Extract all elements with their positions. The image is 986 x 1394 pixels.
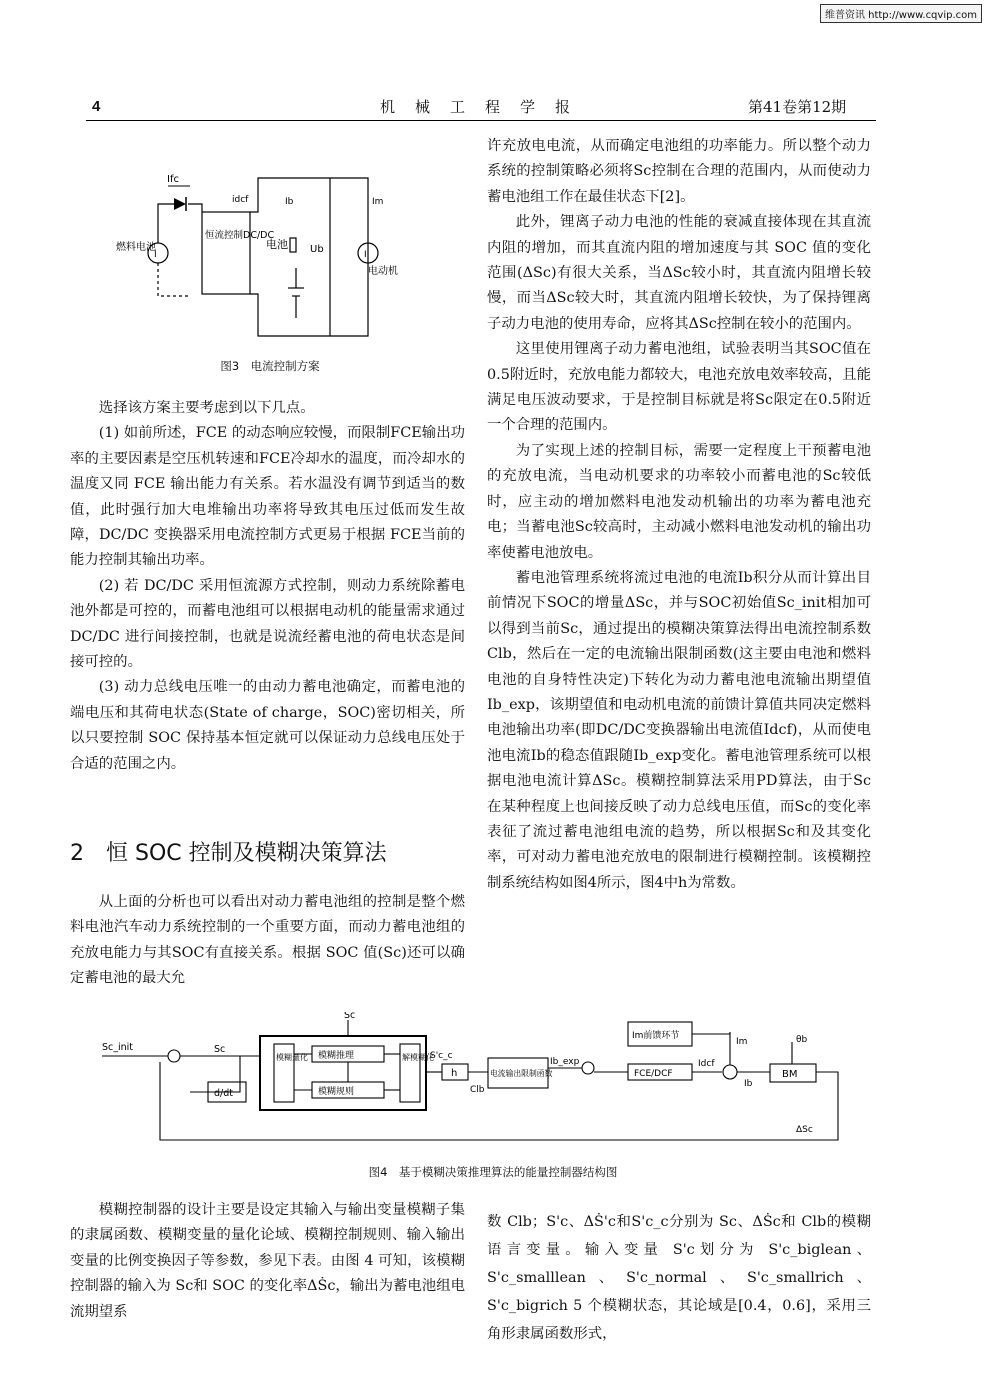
figure3-caption: 图3 电流控制方案 bbox=[220, 359, 320, 373]
label-clb: Clb bbox=[470, 1085, 485, 1095]
journal-title: 机械工程学报 bbox=[380, 98, 591, 116]
paragraph: 选择该方案主要考虑到以下几点。 bbox=[98, 400, 315, 416]
bottom-left-column bbox=[70, 1198, 465, 1325]
label-idcf: Idcf bbox=[698, 1059, 715, 1069]
paragraph: 这里使用锂离子动力蓄电池组，试验表明当其SOC值在0.5附近时，充放电能力都较大，电池充放电效率较高，且能满足电压波动要求，于是控制目标就是将Sc限定在0.5附近一个合理的范围内。 bbox=[487, 341, 871, 434]
paragraph: (1) 如前所述，FCE 的动态响应较慢，而限制FCE输出功率的主要因素是空压机转速和FCE冷却水的温度，而冷却水的温度又同 FCE 输出能力有关系。若水温没有调节到适当的数值，此时强行加大电堆输出功率将导致其电压过低而发生故障，DC/DC 变换器采用电流控制方式更易于根据 FCE当前的能力控制其输出功率。 bbox=[70, 425, 465, 569]
label-battery: 电池 bbox=[266, 238, 288, 251]
label-delta-sc: ΔSc bbox=[796, 1125, 813, 1135]
figure4-block-diagram bbox=[90, 1012, 900, 1152]
label-ifc: Ifc bbox=[167, 174, 179, 185]
label-defuzz: 解模糊化 bbox=[402, 1053, 434, 1062]
label-im: Im bbox=[736, 1037, 748, 1047]
label-im: Im bbox=[372, 197, 384, 207]
label-ddt: d/dt bbox=[214, 1088, 233, 1099]
paragraph: 模糊控制器的设计主要是设定其输入与输出变量模糊子集的隶属函数、模糊变量的量化论域、模糊控制规则、输入输出变量的比例变换因子等参数，参见下表。由图 4 可知，该模糊控制器的输入为 Sc和 SOC 的变化率ΔṠc，输出为蓄电池组电流期望系 bbox=[70, 1202, 465, 1320]
paragraph: 从上面的分析也可以看出对动力蓄电池组的控制是整个燃料电池汽车动力系统控制的一个重要方面，而动力蓄电池组的充放电能力与其SOC有直接关系。根据 SOC 值(Sc)还可以确定蓄电池的最大允 bbox=[70, 894, 465, 987]
fc-source-symbol: I bbox=[154, 250, 157, 260]
motor-source-symbol: I bbox=[364, 250, 367, 260]
label-theta: θb bbox=[796, 1035, 808, 1045]
section-heading: 2 恒 SOC 控制及模糊决策算法 bbox=[70, 841, 387, 866]
label-ib: Ib bbox=[744, 1079, 753, 1089]
label-sc-top: Sc bbox=[344, 1012, 356, 1021]
label-sc-prime: S'c_c bbox=[430, 1051, 453, 1061]
figure4-caption: 图4 基于模糊决策推理算法的能量控制器结构图 bbox=[368, 1165, 618, 1179]
paragraph: 数 Clb；S'c、ΔṠ'c和S'c_c分别为 Sc、ΔṠc和 Clb的模糊语言变量。输入变量 S'c划分为 S'c_biglean、S'c_smalllean、S'c_normal、S'c_smallrich、S'c_bigrich 5 个模糊状态，其论域是[0.4，0.6]，采用三角形隶属函数形式， bbox=[487, 1214, 871, 1342]
label-limit: 电流输出限制函数 bbox=[490, 1069, 553, 1078]
label-dcdc: 恒流控制DC/DC bbox=[205, 230, 275, 241]
volume-issue: 第41卷第12期 bbox=[748, 98, 847, 116]
right-column bbox=[487, 134, 871, 896]
label-h: h bbox=[451, 1068, 458, 1079]
label-sc-mid: Sc bbox=[214, 1044, 226, 1055]
label-rules: 模糊规则 bbox=[318, 1087, 355, 1097]
paragraph: 蓄电池管理系统将流过电池的电流Ib积分从而计算出目前情况下SOC的增量ΔSc，并与SOC初始值Sc_init相加可以得到当前Sc，通过提出的模糊决策算法得出电流控制系数Clb，然后在一定的电流输出限制函数(这主要由电池和燃料电池的自身特性决定)下转化为动力蓄电池电流输出期望值Ib_exp，该期望值和电动机电流的前馈计算值共同决定燃料电池输出功率(即DC/DC变换器输出电流值Idcf)，从而使电池电流Ib的稳态值跟随Ib_exp变化。蓄电池管理系统可以根据电池电流计算ΔSc。模糊控制算法采用PD算法，由于Sc在某种程度上也间接反映了动力总线电压值，而Sc的变化率表征了流过蓄电池组电流的趋势，所以根据Sc和及其变化率，可对动力蓄电池充放电的限制进行模糊控制。该模糊控制系统结构如图4所示，图4中h为常数。 bbox=[487, 569, 871, 891]
label-infer: 模糊推理 bbox=[318, 1051, 355, 1061]
header-rule bbox=[86, 120, 876, 121]
paragraph: 此外，锂离子动力电池的性能的衰减直接体现在其直流内阻的增加，而其直流内阻的增加速度与其 SOC 值的变化范围(ΔSc)有很大关系，当ΔSc较小时，其直流内阻增长较慢，而当ΔSc较大时，其直流内阻增长较快，为了保持锂离子动力电池的使用寿命，应将其ΔSc控制在较小的范围内。 bbox=[487, 214, 871, 332]
paragraph: (3) 动力总线电压唯一的由动力蓄电池确定，而蓄电池的端电压和其荷电状态(State of charge，SOC)密切相关，所以只要控制 SOC 保持基本恒定就可以保证动力总线电压处于合适的范围之内。 bbox=[70, 679, 465, 772]
label-fuzzify: 模糊量化 bbox=[276, 1053, 308, 1062]
page-number: 4 bbox=[92, 98, 101, 115]
label-ub: Ub bbox=[310, 244, 324, 255]
fuzzy-controller-frame bbox=[260, 1036, 426, 1110]
label-sc-init: Sc_init bbox=[102, 1042, 134, 1053]
label-ib: Ib bbox=[285, 197, 294, 207]
paragraph: 许充放电电流，从而确定电池组的功率能力。所以整个动力系统的控制策略必须将Sc控制在合理的范围内，从而使动力蓄电池组工作在最佳状态下[2]。 bbox=[487, 138, 871, 205]
label-motor: 电动机 bbox=[368, 266, 398, 277]
label-fce: FCE/DCF bbox=[634, 1069, 673, 1079]
watermark: 维普资讯 http://www.cqvip.com bbox=[820, 4, 982, 23]
label-bm: BM bbox=[782, 1069, 798, 1080]
figure3-circuit bbox=[110, 168, 440, 348]
left-column-bottom bbox=[70, 890, 465, 992]
paragraph: 为了实现上述的控制目标，需要一定程度上干预蓄电池的充放电流，当电动机要求的功率较小而蓄电池的Sc较低时，应主动的增加燃料电池发动机输出的功率为蓄电池充电；当蓄电池Sc较高时，主动减小燃料电池发动机的输出功率使蓄电池放电。 bbox=[487, 442, 871, 561]
bottom-right-column bbox=[487, 1208, 871, 1348]
label-fuel-cell: 燃料电池 bbox=[116, 242, 156, 253]
label-idcf: idcf bbox=[232, 195, 249, 205]
left-column-top bbox=[70, 396, 465, 777]
label-ib-exp: Ib_exp bbox=[550, 1057, 580, 1067]
diode-icon bbox=[174, 198, 186, 210]
summing-junction-icon bbox=[168, 1050, 180, 1062]
paragraph: (2) 若 DC/DC 采用恒流源方式控制，则动力系统除蓄电池外都是可控的，而蓄电池组可以根据电动机的能量需求通过 DC/DC 进行间接控制，也就是说流经蓄电池的荷电状态是间接可控的。 bbox=[70, 577, 465, 671]
label-im-ff: Im前馈环节 bbox=[632, 1031, 680, 1041]
